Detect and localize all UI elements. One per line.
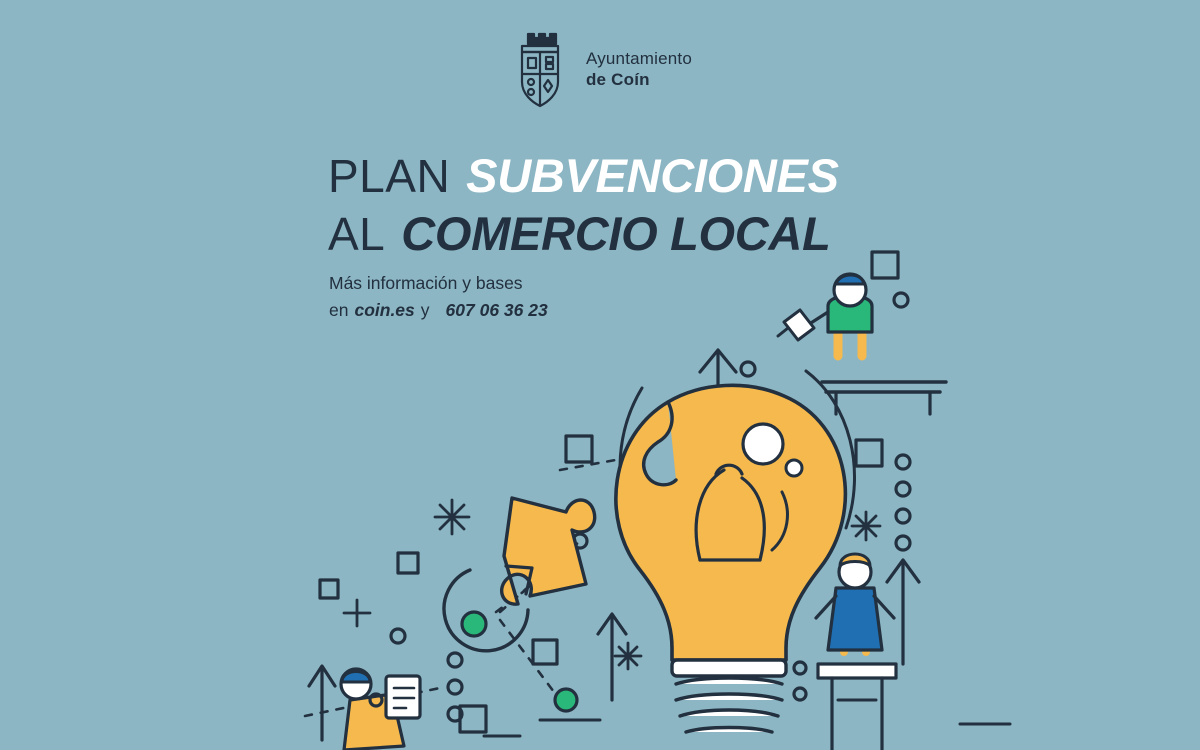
institution-name-line1: Ayuntamiento [585,48,693,68]
info-prefix: en [329,300,349,321]
contact-info [329,270,548,324]
title-word-plan: PLAN [328,150,451,202]
info-text: Más información y bases [329,273,523,293]
website-link[interactable]: coin.es [354,300,415,321]
institution-header [0,30,1200,108]
phone-number[interactable]: 607 06 36 23 [445,300,548,321]
title-word-subvenciones: SUBVENCIONES [466,149,839,202]
page-title [328,149,839,260]
title-line-1 [328,149,839,202]
title-word-comercio-local: COMERCIO LOCAL [401,206,831,260]
info-line-2 [329,297,548,324]
title-line-2 [328,206,839,260]
coat-of-arms-icon [508,30,572,108]
institution-name-line2: de Coín [585,70,650,89]
title-word-al: AL [328,207,386,260]
info-conjunction: y [420,300,430,321]
info-line-1 [329,270,548,297]
